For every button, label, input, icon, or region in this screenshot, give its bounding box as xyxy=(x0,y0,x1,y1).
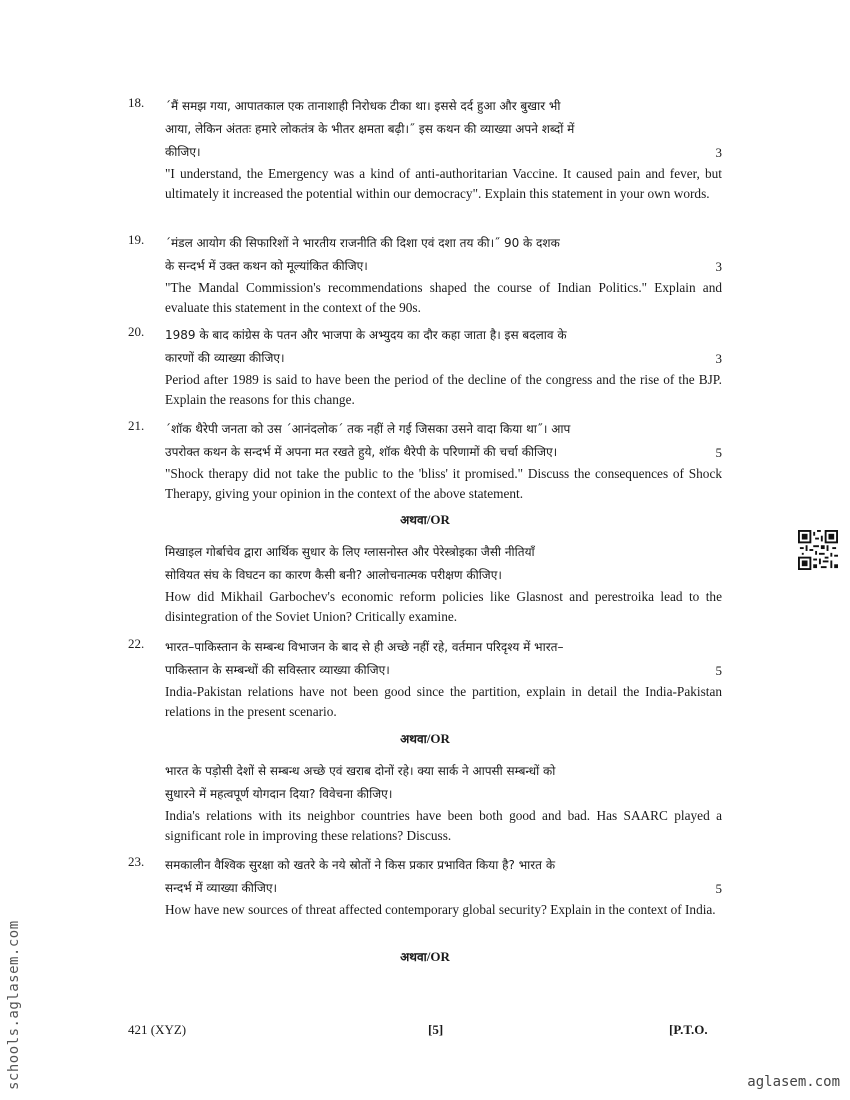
question-21-alternative xyxy=(165,541,722,626)
hindi-line: के सन्दर्भ में उक्त कथन को मूल्यांकित कीजिए। 3 xyxy=(165,255,722,278)
hindi-line: मिखाइल गोर्बाचेव द्वारा आर्थिक सुधार के लिए ग्लासनोस्त और पेरेस्त्रोइका जैसी नीतियाँ xyxy=(165,545,535,559)
english-text: Period after 1989 is said to have been the period of the decline of the congress and the rise of the BJP. Explain the reasons for this change. xyxy=(165,372,722,407)
hindi-line: 1989 के बाद कांग्रेस के पतन और भाजपा के अभ्युदय का दौर कहा जाता है। इस बदलाव के xyxy=(165,328,567,342)
question-20 xyxy=(128,324,722,409)
hindi-text xyxy=(165,760,722,806)
hindi-line: उपरोक्त कथन के सन्दर्भ में अपना मत रखते हुये, शॉक थैरेपी के परिणामों की चर्चा कीजिए। 5 xyxy=(165,441,722,464)
hindi-line: भारत–पाकिस्तान के सम्बन्ध विभाजन के बाद से ही अच्छे नहीं रहे, वर्तमान परिदृश्य में भारत– xyxy=(165,640,564,654)
question-number: 22. xyxy=(128,636,145,651)
english-text: "The Mandal Commission's recommendations shaped the course of Indian Politics." Explain and evaluate this statement in the context of the 90s. xyxy=(165,280,722,315)
hindi-line: सोवियत संघ के विघटन का कारण कैसी बनी? आलोचनात्मक परीक्षण कीजिए। xyxy=(165,568,502,582)
qr-code-icon xyxy=(798,530,838,570)
hindi-line: पाकिस्तान के सम्बन्धों की सविस्तार व्याख्या कीजिए। 5 xyxy=(165,659,722,682)
english-text: India's relations with its neighbor countries have been both good and bad. Has SAARC played a significant role in improving these relations? Discuss. xyxy=(165,808,722,843)
hindi-line: कारणों की व्याख्या कीजिए। 3 xyxy=(165,347,722,370)
pto-label: [P.T.O. xyxy=(669,1022,708,1037)
question-number: 18. xyxy=(128,95,145,110)
marks: 3 xyxy=(715,259,722,274)
question-number: 23. xyxy=(128,854,145,869)
hindi-text xyxy=(165,324,722,370)
hindi-line: कीजिए। 3 xyxy=(165,141,722,164)
question-23 xyxy=(128,854,722,920)
hindi-line: ´शॉक थैरेपी जनता को उस ´आनंदलोक´ तक नहीं ले गई जिसका उसने वादा किया था˝। आप xyxy=(165,422,571,436)
english-text: How did Mikhail Garbochev's economic reform policies like Glasnost and perestroika lead to the disintegration of the Soviet Union? Critically examine. xyxy=(165,589,722,624)
side-watermark: schools.aglasem.com xyxy=(6,920,22,1090)
paper-code: 421 (XYZ) xyxy=(128,1022,187,1037)
hindi-line: ´मंडल आयोग की सिफारिशों ने भारतीय राजनीति की दिशा एवं दशा तय की।˝ 90 के दशक xyxy=(165,236,560,250)
question-19 xyxy=(128,232,722,317)
hindi-text xyxy=(165,854,722,900)
hindi-line: सुधारने में महत्वपूर्ण योगदान दिया? विवेचना कीजिए। xyxy=(165,787,393,801)
question-21 xyxy=(128,418,722,503)
question-22 xyxy=(128,636,722,721)
or-divider: अथवा/OR xyxy=(400,949,450,964)
hindi-line: भारत के पड़ोसी देशों से सम्बन्ध अच्छे एवं खराब दोनों रहे। क्या सार्क ने आपसी सम्बन्धों को xyxy=(165,764,556,778)
english-text: "Shock therapy did not take the public to the 'bliss' it promised." Discuss the consequences of Shock Therapy, giving your opinion in the context of the above statement. xyxy=(165,466,722,501)
hindi-line: ´मैं समझ गया, आपातकाल एक तानाशाही निरोधक टीका था। इससे दर्द हुआ और बुखार भी xyxy=(165,99,561,113)
bottom-watermark: aglasem.com xyxy=(747,1074,840,1090)
marks: 3 xyxy=(715,351,722,366)
hindi-line: सन्दर्भ में व्याख्या कीजिए। 5 xyxy=(165,877,722,900)
question-number: 21. xyxy=(128,418,145,433)
hindi-text xyxy=(165,418,722,464)
hindi-text xyxy=(165,95,722,164)
question-22-alternative xyxy=(165,760,722,845)
hindi-text xyxy=(165,636,722,682)
page-number: [5] xyxy=(428,1022,444,1037)
question-number: 20. xyxy=(128,324,145,339)
or-divider: अथवा/OR xyxy=(400,512,450,527)
or-divider: अथवा/OR xyxy=(400,731,450,746)
question-number: 19. xyxy=(128,232,145,247)
hindi-line: समकालीन वैश्विक सुरक्षा को खतरे के नये स्रोतों ने किस प्रकार प्रभावित किया है? भारत के xyxy=(165,858,556,872)
marks: 5 xyxy=(715,881,722,896)
hindi-line: आया, लेकिन अंततः हमारे लोकतंत्र के भीतर क्षमता बढ़ी।˝ इस कथन की व्याख्या अपने शब्दों में xyxy=(165,122,575,136)
hindi-text xyxy=(165,232,722,278)
hindi-text xyxy=(165,541,722,587)
marks: 3 xyxy=(715,145,722,160)
english-text: "I understand, the Emergency was a kind of anti-authoritarian Vaccine. It caused pain and fever, but ultimately it increased the potential within our democracy". Explain this statement in your own words. xyxy=(165,166,722,201)
english-text: How have new sources of threat affected contemporary global security? Explain in the context of India. xyxy=(165,902,716,917)
marks: 5 xyxy=(715,663,722,678)
question-18 xyxy=(128,95,722,203)
english-text: India-Pakistan relations have not been good since the partition, explain in detail the India-Pakistan relations in the present scenario. xyxy=(165,684,722,719)
marks: 5 xyxy=(715,445,722,460)
